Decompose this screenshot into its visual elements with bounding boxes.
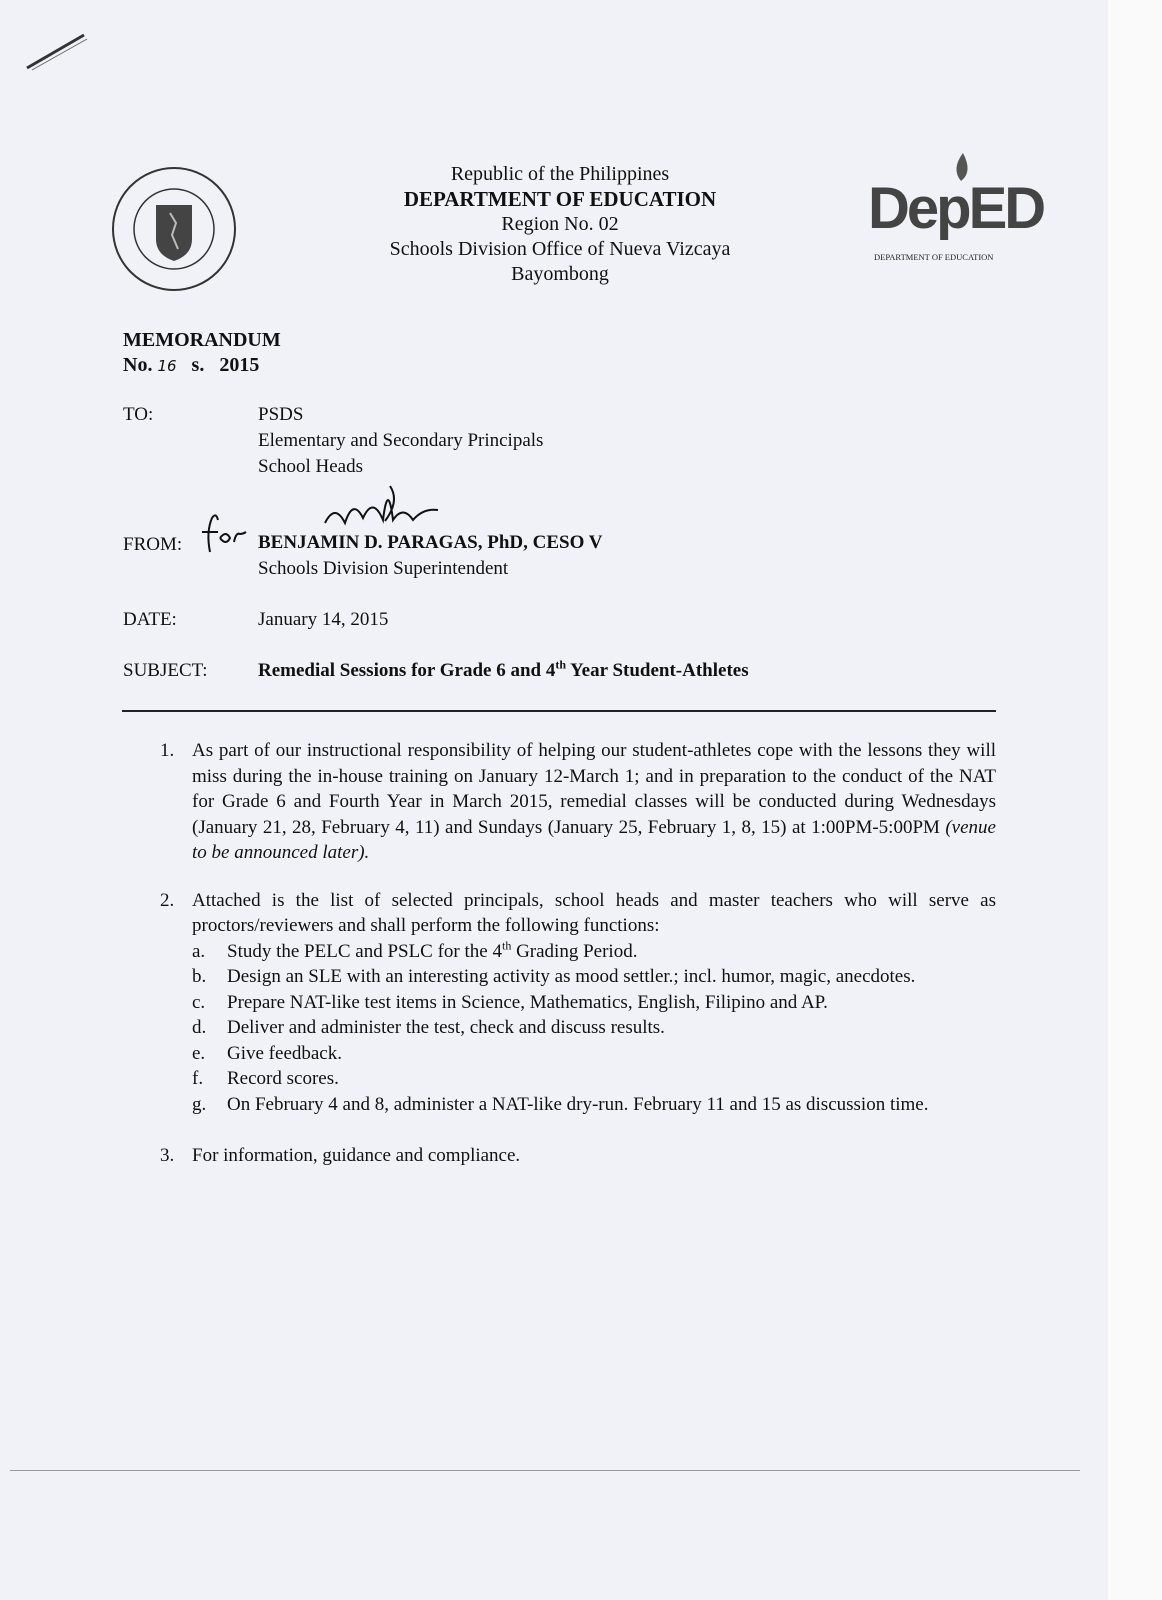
from-label: FROM: (123, 534, 183, 555)
date-label: DATE: (123, 609, 177, 630)
republic-line: Republic of the Philippines (450, 163, 670, 185)
divider (122, 710, 996, 712)
memo-heading (123, 328, 281, 379)
function-item: g. On February 4 and 8, administer a NAT-like dry-run. February 11 and 15 as discussion time. (192, 1093, 929, 1115)
to-label: TO: (123, 404, 154, 425)
deped-seal (110, 165, 238, 293)
functions-list (192, 939, 996, 1118)
memo-number: No. 16 s. 2015 (123, 354, 260, 376)
department-line: DEPARTMENT OF EDUCATION (403, 187, 717, 211)
subject-value: Remedial Sessions for Grade 6 and 4th Year Student-Athletes (258, 657, 749, 681)
paragraph-3: 3. For information, guidance and compliance. (160, 1145, 521, 1166)
scan-edge (1108, 0, 1162, 1600)
pen-mark (22, 30, 92, 75)
to-recipients: PSDS Elementary and Secondary Principals School Heads (258, 404, 544, 477)
function-item: e. Give feedback. (192, 1042, 342, 1064)
logo-subtitle: DEPARTMENT OF EDUCATION (874, 252, 994, 262)
logo-mark: DepED (868, 176, 1044, 241)
signature-for-handwriting (196, 512, 252, 556)
function-item: b. Design an SLE with an interesting activity as mood settler.; incl. humor, magic, anecdotes. (192, 966, 916, 987)
memo-body (160, 738, 996, 1191)
memo-title: MEMORANDUM (123, 329, 281, 351)
city-line: Bayombong (511, 263, 609, 285)
function-item: d. Deliver and administer the test, check and discuss results. (192, 1017, 665, 1038)
letterhead (300, 162, 820, 287)
scan-line (10, 1470, 1080, 1471)
subject-label: SUBJECT: (123, 660, 208, 681)
region-line: Region No. 02 (501, 213, 619, 235)
paragraph-2: 2. Attached is the list of selected principals, school heads and master teachers who will serve as proctors/reviewers and shall perform the following functions: a. Study the PELC and PSLC for the 4th Grading Period. b. Design an SLE with an interesting activity as mood settler.; incl. humor, magic, anecdotes. c. Prepare NAT-like test items in Science, Mathematics, English, Filipino and AP. d. Deliver and administer the test, check and discuss results. e. Give feedback. f. Record scores. g. On February 4 and 8, administer a NAT-like dry-run. February 11 and 15 as discussion time. (160, 888, 996, 1118)
sender-title: Schools Division Superintendent (258, 558, 509, 579)
paragraph-1: 1. As part of our instructional responsibility of helping our student-athletes cope with the lessons they will miss during the in-house training on January 12-March 1; and in preparation to the conduct of the NAT for Grade 6 and Fourth Year in March 2015, remedial classes will be conducted during Wednesdays (January 21, 28, February 4, 11) and Sundays (January 25, February 1, 8, 15) at 1:00PM-5:00PM (venue to be announced later). (160, 740, 996, 863)
function-item: c. Prepare NAT-like test items in Science, Mathematics, English, Filipino and AP. (192, 991, 828, 1013)
division-line: Schools Division Office of Nueva Vizcaya (389, 238, 731, 260)
handwritten-signature (320, 478, 480, 538)
sender-name: BENJAMIN D. PARAGAS, PhD, CESO V (258, 532, 603, 553)
date-value: January 14, 2015 (258, 609, 389, 630)
from-sender (258, 530, 603, 582)
deped-logo (868, 150, 1053, 266)
function-item: f. Record scores. (192, 1068, 339, 1089)
function-item: a. Study the PELC and PSLC for the 4th Grading Period. (192, 938, 638, 962)
